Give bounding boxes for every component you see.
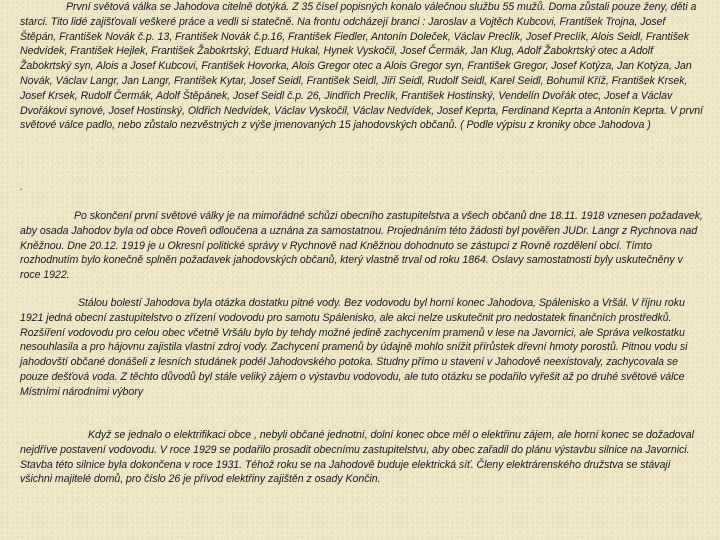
paragraph-trailing-dot: . [20,181,23,193]
paragraph-world-war-one: První světová válka se Jahodova citelně dotýká. Z 35 čísel popisných konalo válečnou službu 55 mužů. Doma zůstali pouze ženy, děti a starci. Tito lidé zajišťovali veškeré práce a vedli si statečně. Na frontu odcházejí branci : Jaroslav a Vojtěch Kubcovi, František Trojna, Josef Štěpán, František Novák č.p. 13, František Novák č.p.16, František Fiedler, Antonín Doleček, Václav Preclík, Josef Preclík, Alois Seidl, František Nedvídek, František Hejlek, František Žabokrtský, Eduard Hukal, Hynek Vyskočil, Josef Čermák, Jan Klug, Adolf Žabokrtský otec a Adolf Žabokrtský syn, Alois a Josef Kubcovi, František Hovorka, Alois Gregor otec a Alois Gregor syn, František Gregor, Josef Kotýza, Jan Kotýza, Jan Novák, Václav Langr, Jan Langr, František Kytar, Josef Seidl, František Seidl, Jiří Seidl, Rudolf Seidl, Karel Seidl, Bohumil Kříž, František Krsek, Josef Krsek, Rudolf Čermák, Adolf Štěpánek, Josef Seidl č.p. 26, Jindřich Preclík, František Hostinský, Vendelín Dvořák otec, Josef a Václav Dvořákovi synové, Josef Hostinský, Oldřich Nedvídek, Václav Vyskočil, Václav Nedvídek, Josef Keprta, Ferdinand Keprta a Antonín Keprta. V první světové válce padlo, nebo zůstalo nezvěstných z výše jmenovaných 15 jahodovských občanů. ( Podle výpisu z kroniky obce Jahodova ) [20,1,703,132]
paragraph-water-supply: Stálou bolestí Jahodova byla otázka dostatku pitné vody. Bez vodovodu byl horní konec Jahodova, Spálenisko a Vršál. V říjnu roku 1921 jedná obecní zastupitelstvo o zřízení vodovodu pro samotu Spálenisko, ale akci nelze uskutečnit pro nedostatek finančních prostředků. Rozšíření vodovodu pro celou obec včetně Vršálu bylo by tehdy možné jedině zachycením pramenů v lese na Javornici, ale Správa velkostatku nesouhlasila a pro hájovnu zajistila vlastní zdroj vody. Zachycení pramenů by údajně mohlo snížit přírůstek dřevní hmoty porostů. Pitnou vodu si jahodovští občané donášeli z lesních studánek podél Jahodovského potoka. Studny přímo u stavení v Jahodově neexistovaly, zachycovala se pouze dešťová voda. Z těchto důvodů byl stále veliký zájem o výstavbu vodovodu, ale tuto otázku se podařilo vyřešit až po druhé světové válce Místními národními výbory [20,297,688,398]
paragraph-electrification: Když se jednalo o elektrifikaci obce , nebyli občané jednotní, dolní konec obce měl o elektřinu zájem, ale horní konec se dožadoval nejdříve postavení vodovodu. V roce 1929 se podařilo prosadit obecnímu zastupitelstvu, aby obec zařadil do plánu výstavbu silnice na Javornici. Stavba této silnice byla dokončena v roce 1931. Téhož roku se na Jahodově buduje elektrická síť. Členy elektrárenského družstva se stávají všichni majitelé domů, pro číslo 26 je přívod elektřiny zajištěn z osady Končin. [20,429,694,486]
paragraph-independence: Po skončení první světové války je na mimořádné schůzi obecního zastupitelstva a všech občanů dne 18.11. 1918 vznesen požadavek, aby osada Jahodov byla od obce Roveň odloučena a uznána za samostatnou. Projednáním této žádosti byl pověřen JUDr. Langr z Rychnova nad Kněžnou. Dne 20.12. 1919 je u Okresní politické správy v Rychnově nad Kněžnou dohodnuto se zástupci z Rovně rozdělení obcí. Tímto rozhodnutím bylo konečně splněn požadavek jahodovských občanů, který vlastně trval od roku 1864. Oslavy samostatnosti byly uskutečněny v roce 1922. [20,210,703,282]
